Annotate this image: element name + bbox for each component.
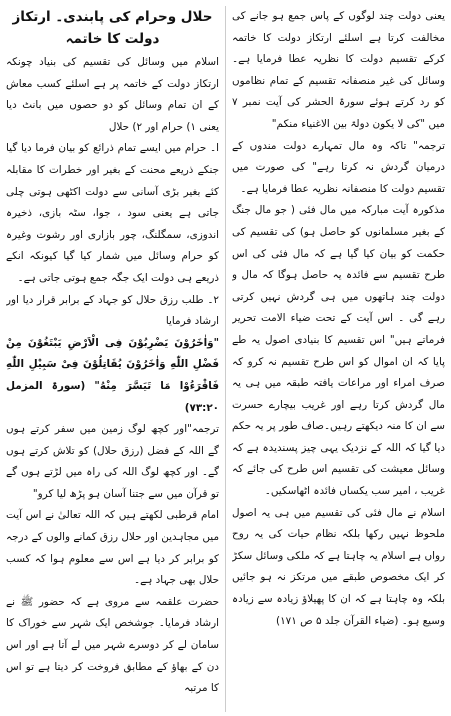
paragraph: اسلام میں وسائل کی تقسیم کی بنیاد چونکہ ارتکاز دولت کے خاتمہ پر ہے اسلئے کسب معاش کے ان تمام وسائل کو دو حصوں میں بانٹ دیا یعنی ۱) حرام اور ۲) حلال <box>6 56 220 133</box>
paragraph: یعنی دولت چند لوگوں کے پاس جمع ہو جانے کی مخالفت کرتا ہے اسلئے ارتکاز دولت کا خاتمہ کرکے تقسیم دولت کا نظریہ عطا فرمایا ہے۔ وسائل کی غیر منصفانہ تقسیم کے تمام نظاموں کو رد کرتے ہوئے سورۃ الحشر کی آیت نمبر ۷ میں "کی لا یکون دولۃ بین الاغنیاء منکم" <box>232 10 445 130</box>
column-divider <box>225 6 226 712</box>
quran-verse: "وَاٰخَرُوْنَ یَضْرِبُوْنَ فِی الْاَرْضِ یَبْتَغُوْنَ مِنْ فَضْلِ اللّٰهِ وَاٰخَرُوْنَ یُقَاتِلُوْنَ فِیْ سَبِیْلِ اللّٰهِ فَاقْرَءُوْا مَا تَیَسَّرَ مِنْهُ" (سورۃ المزمل ۷۳:۲۰) <box>6 336 220 414</box>
left-column <box>6 6 219 712</box>
paragraph: ا۔ حرام میں ایسے تمام ذرائع کو بیان فرما دیا گیا جنکے ذریعے محنت کے بغیر اور خطرات کا مقابلہ کئے بغیر بڑی آسانی سے دولت اکٹھی ہوتی چلی جاتی ہے یعنی سود ، جوا، سٹہ بازی، ذخیرہ اندوزی، سمگلنگ، چور بازاری اور رشوت وغیرہ کو حرام وسائل میں شمار کیا گیا کیونکہ انکے ذریعے ہی دولت ایک جگہ جمع ہوتی جاتی ہے۔ <box>6 142 220 284</box>
translation-paragraph: ترجمہ" تاکہ وہ مال تمہارے دولت مندوں کے درمیان گردش نہ کرتا رہے" کی صورت میں تقسیم دولت کا منصفانہ نظریہ عطا فرمایا ہے۔ <box>232 139 445 195</box>
right-column <box>232 6 445 712</box>
paragraph: حضرت علقمہ سے مروی ہے کہ حضور ﷺ نے ارشاد فرمایا۔ جوشخص ایک شہر سے خوراک کا سامان لے کر دوسرے شہر میں لے آتا ہے اور اس دن کے بھاؤ کے مطابق فروخت کر دیتا ہے تو اس کا مرتبہ <box>6 595 220 695</box>
paragraph: اسلام نے مال فئی کی تقسیم میں ہی یہ اصول ملحوظ نہیں رکھا بلکہ نظام حیات کی یہ روح رواں ہے اسلام یہ چاہتا ہے کہ ملکی وسائل سکڑ کر ایک مخصوص طبقے میں مرتکز نہ ہو جائیں بلکہ وہ چاہتا ہے کہ ان کا پھیلاؤ زیادہ سے زیادہ وسیع ہو۔ (ضیاء القرآن جلد ۵ ص ۱۷۱) <box>232 506 445 627</box>
paragraph: امام قرطبی لکھتے ہیں کہ اللہ تعالیٰ نے اس آیت میں مجاہدین اور حلال رزق کمانے والوں کے درجہ کو برابر کر دیا ہے اس سے معلوم ہوا کہ کسب حلال بھی جہاد ہے۔ <box>6 509 220 587</box>
section-title: حلال وحرام کی پابندی۔ ارتکاز دولت کا خاتمہ <box>12 9 213 47</box>
paragraph: مذکورہ آیت مبارکہ میں مال فئی ( جو مال جنگ کے بغیر مسلمانوں کو حاصل ہو) کی تقسیم کی حکمت کو بیان کیا گیا ہے کہ مال فئی کی اس طرح تقسیم سے فائدہ یہ حاصل ہوگا کہ مال و دولت چند ہاتھوں میں ہی گردش نہیں کرتی رہے گی ۔ اس آیت کے تحت ضیاء الامت تحریر فرماتے ہیں" اس تقسیم کا بنیادی اصول یہ طے پایا کہ ان اموال کو اس طرح تقسیم نہ کرو کہ صرف امراء اور مراعات یافتہ طبقہ میں ہی یہ مال گردش کرتا رہے اور غریب بیچارے حسرت سے ان کا منہ دیکھتے رہیں۔صاف طور پر یہ حکم دیا گیا کہ اللہ کے نزدیک یہی چیز پسندیدہ ہے کہ وسائل معیشت کی تقسیم اس طرح کی جائے کہ غریب ، امیر سب یکساں فائدہ اٹھاسکیں۔ <box>232 204 445 498</box>
paragraph: ۲۔ طلب رزق حلال کو جہاد کے برابر قرار دیا اور ارشاد فرمایا <box>6 293 220 328</box>
translation-paragraph: ترجمہ"اور کچھ لوگ زمین میں سفر کرتے ہوں گے اللہ کے فضل (رزق حلال) کو تلاش کرتے ہوں گے۔ اور کچھ لوگ اللہ کی راہ میں لڑتے ہوں گے تو قرآن میں سے جتنا آسان ہو پڑھ لیا کرو" <box>6 423 220 500</box>
